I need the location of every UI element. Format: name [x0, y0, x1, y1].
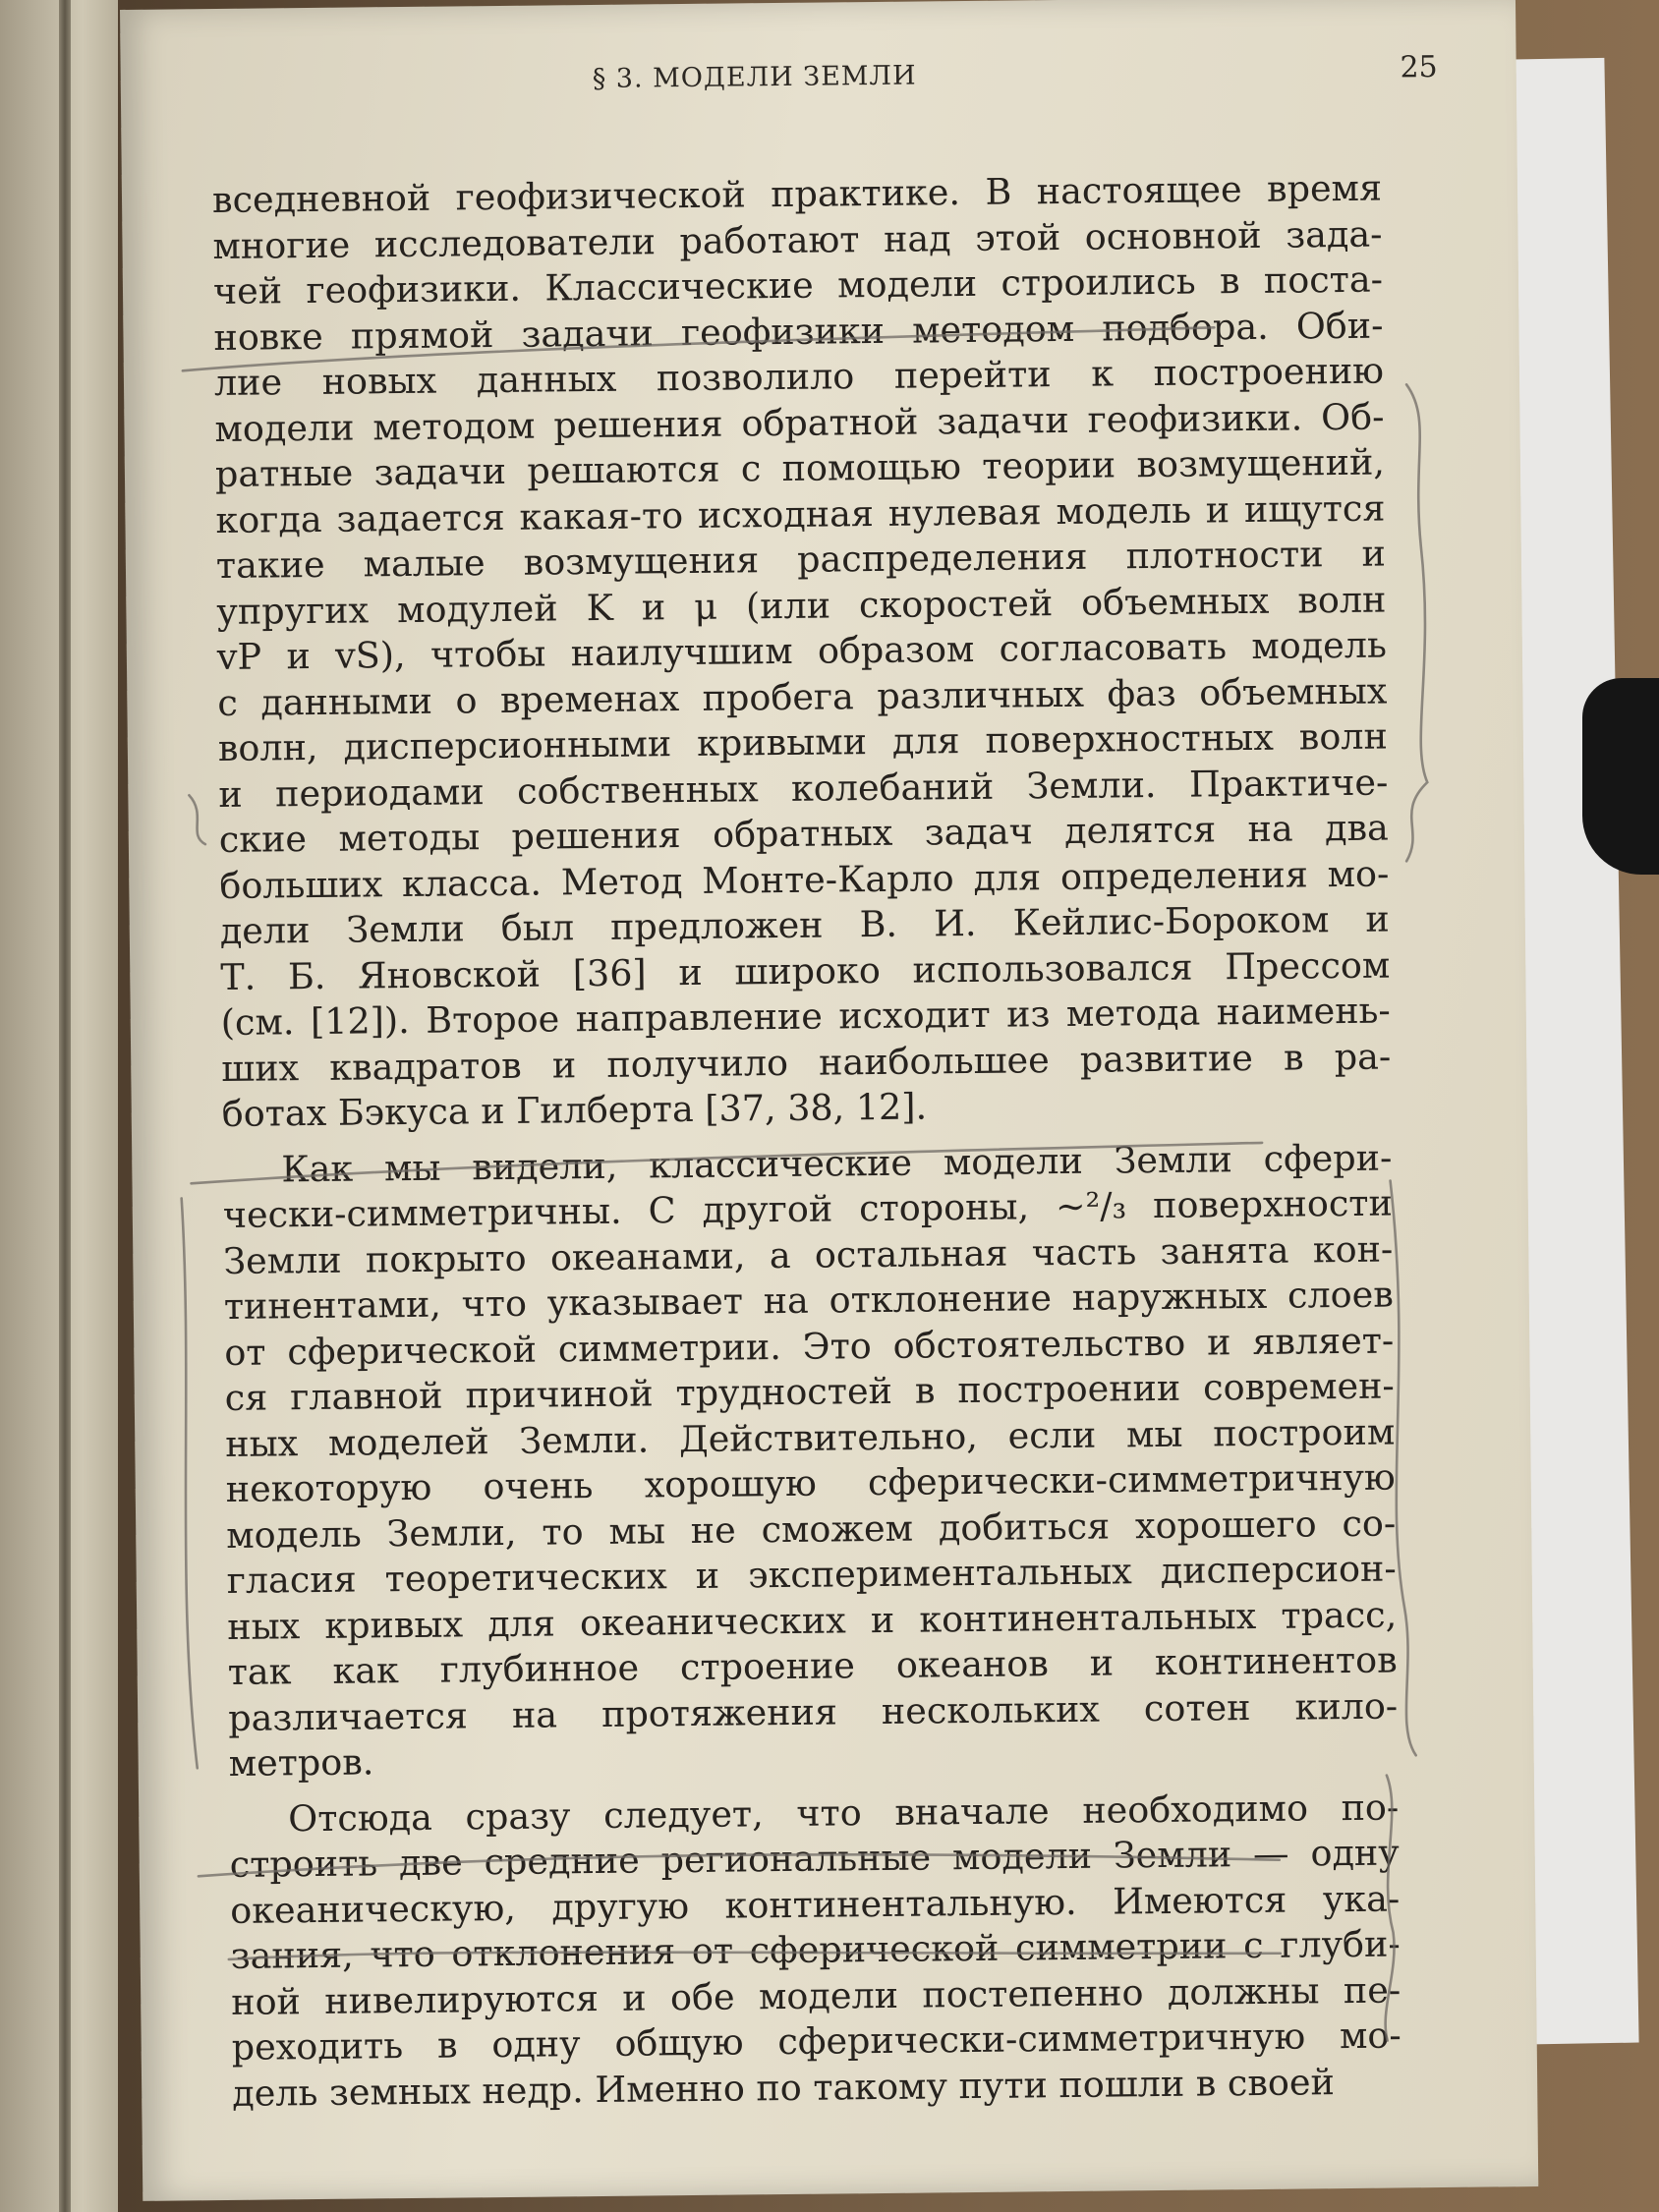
- text-line: реходить в одну общую сферически-симметричную мо-: [231, 2013, 1402, 2069]
- paragraph: [222, 1135, 1399, 1787]
- text-line: когда задается какая-то исходная нулевая модель и ищутся: [215, 486, 1386, 541]
- text-line: ших квадратов и получило наибольшее развитие в ра-: [221, 1035, 1392, 1090]
- text-line: дель земных недр. Именно по такому пути пошли в своей: [231, 2060, 1336, 2115]
- text-line: океаническую, другую континентальную. Имеются ука-: [230, 1876, 1401, 1932]
- text-line: лие новых данных позволило перейти к построению: [213, 349, 1385, 405]
- text-line: и периодами собственных колебаний Земли. Практиче-: [218, 761, 1389, 816]
- text-line: некоторую очень хорошую сферически-симметричную: [225, 1455, 1396, 1510]
- paragraph: [229, 1785, 1402, 2117]
- text-line: чей геофизики. Классические модели строились в поста-: [212, 257, 1384, 313]
- text-line: ся главной причиной трудностей в построении современ-: [224, 1364, 1395, 1419]
- book-spine: [59, 0, 71, 2212]
- text-line: различается на протяжения нескольких сотен кило-: [227, 1683, 1399, 1739]
- text-line: волн, дисперсионными кривыми для поверхностных волн: [217, 714, 1389, 769]
- text-line: так как глубинное строение океанов и континентов: [227, 1638, 1398, 1693]
- text-line: чески-симметричны. С другой стороны, ~²/₃ поверхности: [222, 1181, 1394, 1236]
- text-line: упругих модулей K и μ (или скоростей объемных волн: [216, 578, 1387, 633]
- page-number: 25: [1400, 49, 1438, 85]
- text-line: Как мы видели, классические модели Земли сфери-: [281, 1136, 1393, 1190]
- pencil-bracket-left-2: [182, 1198, 198, 1768]
- text-line: многие исследователи работают над этой основной зада-: [212, 212, 1383, 267]
- text-line: Земли покрыто океанами, а остальная часть занята кон-: [223, 1227, 1394, 1282]
- paragraph: [212, 166, 1392, 1138]
- text-line: модель Земли, то мы не сможем добиться хорошего со-: [226, 1501, 1397, 1557]
- text-line: метров.: [228, 1740, 374, 1785]
- text-line: такие малые возмущения распределения плотности и: [215, 532, 1387, 588]
- text-line: гласия теоретических и экспериментальных дисперсион-: [226, 1547, 1397, 1602]
- pencil-bracket-left-1: [189, 795, 205, 844]
- text-line: Отсюда сразу следует, что вначале необходимо по-: [288, 1785, 1400, 1840]
- text-line: модели методом решения обратной задачи геофизики. Об-: [214, 395, 1385, 450]
- book-page: [120, 0, 1538, 2201]
- text-line: с данными о временах пробега различных фаз объемных: [217, 669, 1388, 724]
- text-line: ной нивелируются и обе модели постепенно должны пе-: [231, 1967, 1402, 2023]
- text-line: ных моделей Земли. Действительно, если мы построим: [225, 1409, 1396, 1465]
- text-line: ботах Бэкуса и Гилберта [37, 38, 12].: [221, 1085, 928, 1135]
- text-line: вседневной геофизической практике. В настоящее время: [211, 166, 1383, 222]
- text-line: ские методы решения обратных задач делятся на два: [218, 806, 1390, 861]
- text-line: ратные задачи решаются с помощью теории возмущений,: [214, 440, 1386, 496]
- body-text: [212, 166, 1402, 2117]
- text-line: дели Земли был предложен В. И. Кейлис-Бороком и: [219, 897, 1390, 952]
- text-line: Т. Б. Яновской [36] и широко использовался Прессом: [220, 943, 1391, 998]
- dark-object: [1582, 678, 1659, 875]
- running-title: § 3. МОДЕЛИ ЗЕМЛИ: [592, 60, 917, 94]
- text-line: vP и vS), чтобы наилучшим образом согласовать модель: [216, 623, 1388, 678]
- pencil-bracket-1: [1402, 384, 1428, 861]
- text-line: от сферической симметрии. Это обстоятельство и являет-: [224, 1319, 1395, 1374]
- text-line: больших класса. Метод Монте-Карло для определения мо-: [219, 852, 1390, 907]
- text-line: новке прямой задачи геофизики методом подбора. Оби-: [213, 304, 1384, 359]
- text-line: (см. [12]). Второе направление исходит из метода наимень-: [220, 989, 1391, 1044]
- text-line: тинентами, что указывает на отклонение наружных слоев: [223, 1273, 1394, 1328]
- text-line: строить две средние региональные модели Земли — одну: [229, 1831, 1400, 1886]
- text-line: ных кривых для океанических и континентальных трасс,: [227, 1592, 1398, 1648]
- text-line: зания, что отклонения от сферической симметрии с глуби-: [230, 1922, 1401, 1977]
